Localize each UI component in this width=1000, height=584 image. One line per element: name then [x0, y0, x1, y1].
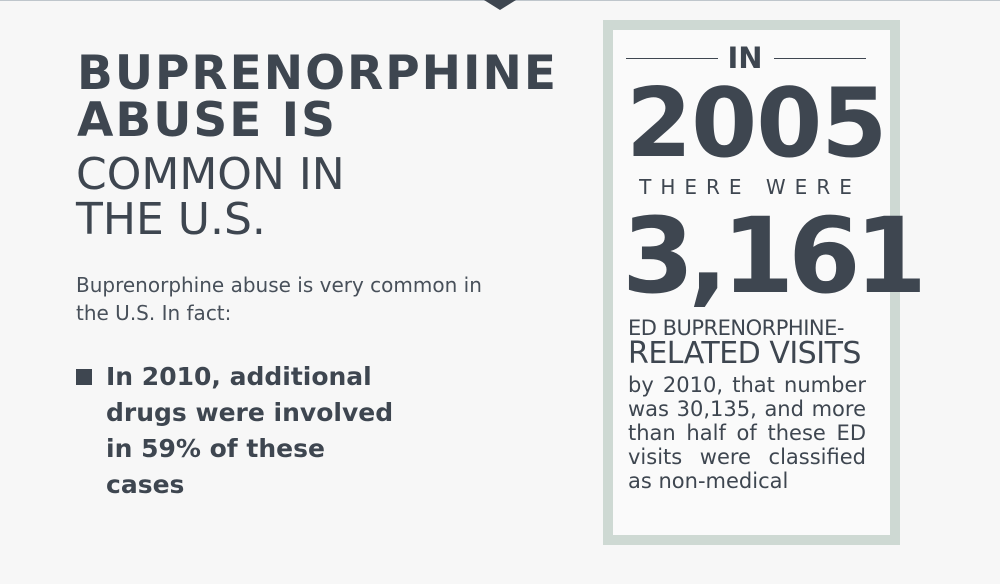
intro-paragraph: Buprenorphine abuse is very common in the U.S. In fact:: [76, 273, 482, 325]
headline-bold: [77, 46, 558, 148]
headline-light: [76, 149, 345, 245]
stat-label-line-1: ED BUPRENORPHINE-: [628, 316, 844, 340]
headline-bold-line-2: ABUSE IS: [77, 93, 338, 148]
headline-bold-line-1: BUPRENORPHINE: [77, 46, 558, 101]
stat-label-line-2: RELATED VISITS: [628, 336, 861, 371]
stat-year: 2005: [626, 69, 887, 179]
headline-light-line-1: COMMON IN: [76, 149, 345, 200]
section-notch-icon: [484, 0, 516, 10]
in-rule-right: [774, 58, 866, 59]
in-word: IN: [727, 41, 763, 75]
stat-count: 3,161: [622, 195, 921, 317]
headline-light-line-2: THE U.S.: [76, 194, 266, 245]
bullet-square-icon: [76, 369, 92, 385]
bullet-text: In 2010, additional drugs were involved in 59% of these cases: [106, 362, 394, 499]
stat-detail: by 2010, that number was 30,135, and more than half of these ED visits were classified as non-medical: [628, 373, 866, 493]
stat-there-were: THERE WERE: [639, 175, 861, 199]
